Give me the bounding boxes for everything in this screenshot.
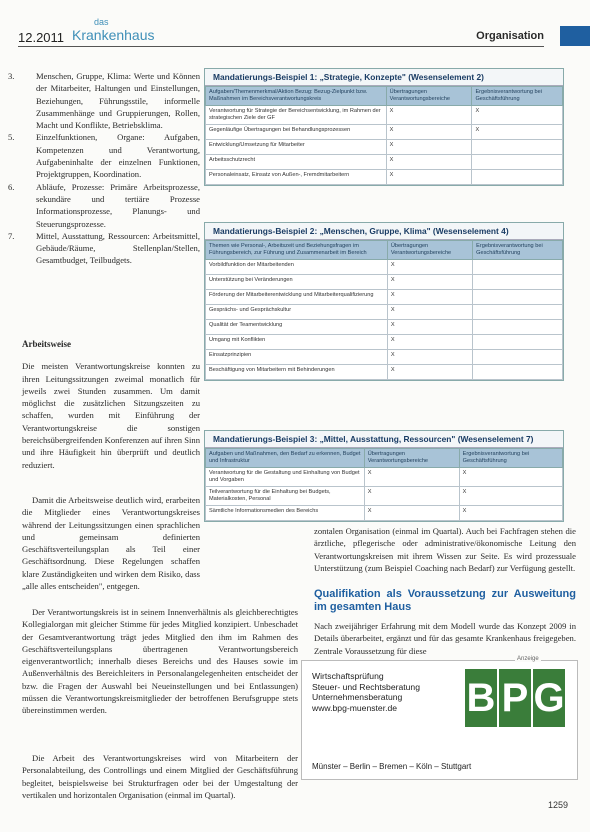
ad-text bbox=[312, 671, 420, 713]
column-header: Ergebnisverantwortung bei Geschäftsführung bbox=[459, 449, 562, 468]
logo-main-text: Krankenhaus bbox=[72, 27, 155, 43]
column-header: Ergebnisverantwortung bei Geschäftsführung bbox=[472, 87, 563, 106]
ad-line: Unternehmensberatung bbox=[312, 692, 403, 702]
logo-letter: P bbox=[499, 669, 531, 727]
column-header: Ergebnisverantwortung bei Geschäftsführung bbox=[473, 241, 563, 260]
list-item: 7. Mittel, Ausstattung, Ressourcen: Arbeitsmittel, Gebäude/Räume, Stellenplan/Stellen, Gesamtbudget, Teilbudgets. bbox=[8, 230, 200, 266]
section-heading: Arbeitsweise bbox=[22, 339, 71, 349]
table-row: Personaleinsatz, Einsatz von Außen-, Fremdmitarbeitern X bbox=[206, 170, 563, 185]
table-row: Verantwortung für Strategie der Bereichsentwicklung, im Rahmen der strategischen Ziele der GF X X bbox=[206, 106, 563, 125]
table-row: Unterstützung bei Veränderungen X bbox=[206, 275, 563, 290]
issue-date: 12.2011 bbox=[18, 30, 65, 45]
list-item: 6. Abläufe, Prozesse: Primäre Arbeitsprozesse, sekundäre und tertiäre Prozesse Informationsprozesse, Planungs- und Steuerungsprozesse. bbox=[8, 181, 200, 229]
mandate-example-box-3 bbox=[204, 430, 564, 522]
ad-label: Anzeige bbox=[517, 656, 539, 662]
column-header: Übertragungen Verantwortungsbereiche bbox=[386, 87, 472, 106]
mandate-table-2 bbox=[205, 240, 563, 380]
table-row: Einsatzprinzipien X bbox=[206, 350, 563, 365]
mandate-example-box-2 bbox=[204, 222, 564, 381]
box-title: Mandatierungs-Beispiel 3: „Mittel, Ausstattung, Ressourcen" (Wesenselement 7) bbox=[205, 431, 563, 448]
list-item: 3. Menschen, Gruppe, Klima: Werte und Können der Mitarbeiter, Haltungen und Einstellungen, Beziehungen, Führungsstile, informelle Zusammenhänge und Gruppierungen, Rollen, Macht und Konflikte, Betriebsklima. bbox=[8, 71, 200, 131]
paragraph-4 bbox=[22, 752, 298, 801]
list-item: 5. Einzelfunktionen, Organe: Aufgaben, Kompetenzen und Verantwortung, Aufgabeninhalte der einzelnen Funktionen, Projektgruppen, Koordination. bbox=[8, 132, 200, 180]
column-header: Übertragungen Verantwortungsbereiche bbox=[387, 241, 472, 260]
logo-letter: B bbox=[465, 669, 497, 727]
table-row: Arbeitsschutzrecht X bbox=[206, 155, 563, 170]
table-row: Gesprächs- und Gesprächskultur X bbox=[206, 305, 563, 320]
box-title: Mandatierungs-Beispiel 1: „Strategie, Konzepte" (Wesenselement 2) bbox=[205, 69, 563, 86]
table-row: Umgang mit Konflikten X bbox=[206, 335, 563, 350]
table-row: Förderung der Mitarbeiterentwicklung und Mitarbeiterqualifizierung X bbox=[206, 290, 563, 305]
ad-line: Wirtschaftsprüfung bbox=[312, 671, 384, 681]
paragraph: Die Arbeit des Verantwortungskreises wird von Mitarbeitern der Personalabteilung, des Controllings und einem Mitglied der Geschäftsführung begleitet, beispielsweise bei Strukturfragen oder bei der Umgestaltung der vertikalen und horizontalen Organisation (einmal im Quartal). bbox=[22, 753, 298, 800]
column-header: Themen wie Personal-, Arbeitszeit und Beziehungsfragen im Führungsbereich, zur Führung und Zusammenarbeit im Bereich bbox=[206, 241, 388, 260]
table-row: Qualität der Teamentwicklung X bbox=[206, 320, 563, 335]
paragraph-3 bbox=[22, 606, 298, 717]
paragraph: Der Verantwortungskreis ist in seinem Innenverhältnis als gleichberechtigtes Kollegialorgan mit gleicher Stimme für jedes Mitglied konzipiert. Unbeschadet der Gesamtverantwortung trägt jedes Mitglied den ihm im Rahmen des Geschäftsverteilungsplans übertragenen Verantwortungsbereich eigenverantwortlich; innerhalb dieses Bereichs und des Hauses sowie im Außenverhältnis des Bereichleiters in Personalangelegenheiten entscheidet der bzw. die Fragen der Auswahl bei Neueinstellungen und bei Entlassungen) müssen die Verantwortungskreismitglieder der betroffenen Berufsgruppe stets übereinstimmen werden. bbox=[22, 607, 298, 716]
column-header: Aufgaben/Themenmerkmal/Aktion Bezug: Bezug-Zielpunkt bzw. Maßnahmen im Bereichsverantwortungskreis bbox=[206, 87, 387, 106]
table-row: Entwicklung/Umsetzung für Mitarbeiter X bbox=[206, 140, 563, 155]
logo-letter: G bbox=[533, 669, 565, 727]
mandate-table-3 bbox=[205, 448, 563, 521]
table-row: Verantwortung für die Gestaltung und Einhaltung von Budget und Vorgaben X X bbox=[206, 468, 563, 487]
table-row: Gegenläufige Übertragungen bei Behandlungsprozessen X X bbox=[206, 125, 563, 140]
mandate-table-1 bbox=[205, 86, 563, 185]
right-column-text bbox=[314, 525, 576, 657]
bpg-advertisement[interactable] bbox=[301, 660, 578, 780]
magazine-logo bbox=[72, 18, 155, 45]
arbeitsweise-section bbox=[22, 338, 200, 471]
paragraph: Die meisten Verantwortungskreise konnten zu ihren Leitungssitzungen zweimal monatlich für jeweils zwei Stunden zusammen. Um damit möglichst die zusätzlichen Sitzungszeiten zu schaffen, wurden mit Einführung der Verantwortungskreise die sonstigen bereichsübergreifenden Konferenzen auf ihren Sinn und ihre Häufigkeit hin überprüft und deutlich reduziert. bbox=[22, 361, 200, 470]
logo-small-text: das bbox=[94, 17, 109, 27]
paragraph: zontalen Organisation (einmal im Quartal). Auch bei Fachfragen stehen die ärztliche, pflegerische oder administrative/ökonomische Leitung den Verantwortungskreisen mit ihrem Wissen zur Seite. Es wird prozessuale Unterstützung (zum Beispiel Coaching nach Bedarf) zur Verfügung gestellt. bbox=[314, 526, 576, 573]
paragraph: Damit die Arbeitsweise deutlich wird, erarbeiten die Mitglieder eines Verantwortungskreises während der Leitungssitzungen einen sprachlichen und gemeinsam definierten Geschäftsverteilungsplan als Teil einer Geschäftsordnung. Diese Regelungen schaffen klare Zuständigkeiten und wirken dem Risiko, dass „alle alles entscheiden", entgegen. bbox=[22, 495, 200, 592]
paragraph-2-top bbox=[22, 494, 200, 592]
header-divider bbox=[18, 46, 544, 47]
table-row: Vorbildfunktion der Mitarbeitenden X bbox=[206, 260, 563, 275]
left-column-list bbox=[8, 70, 200, 267]
box-title: Mandatierungs-Beispiel 2: „Menschen, Gruppe, Klima" (Wesenselement 4) bbox=[205, 223, 563, 240]
section-title: Organisation bbox=[476, 30, 544, 42]
mandate-example-box-1 bbox=[204, 68, 564, 186]
page-number: 1259 bbox=[547, 800, 568, 810]
ad-url-link[interactable]: www.bpg-muenster.de bbox=[312, 702, 398, 713]
section-color-block bbox=[560, 26, 590, 46]
bpg-logo bbox=[465, 669, 565, 727]
table-row: Beschäftigung von Mitarbeitern mit Behinderungen X bbox=[206, 365, 563, 380]
column-header: Übertragungen Verantwortungsbereiche bbox=[364, 449, 459, 468]
right-heading: Qualifikation als Voraussetzung zur Ausweitung im gesamten Haus bbox=[314, 588, 576, 614]
ad-line: Steuer- und Rechtsberatung bbox=[312, 681, 420, 692]
ad-cities: Münster – Berlin – Bremen – Köln – Stuttgart bbox=[312, 762, 472, 771]
table-row: Teilverantwortung für die Einhaltung bei Budgets, Materialkosten, Personal X X bbox=[206, 487, 563, 506]
paragraph: Nach zweijähriger Erfahrung mit dem Modell wurde das Konzept 2009 in Details überarbeitet, ergänzt und für das gesamte Krankenhaus freigegeben. Zentrale Voraussetzung für diese bbox=[314, 621, 576, 656]
column-header: Aufgaben und Maßnahmen, den Bedarf zu erkennen, Budget und Infrastruktur bbox=[206, 449, 365, 468]
table-row: Sämtliche Informationsmedien des Bereichs X X bbox=[206, 506, 563, 521]
